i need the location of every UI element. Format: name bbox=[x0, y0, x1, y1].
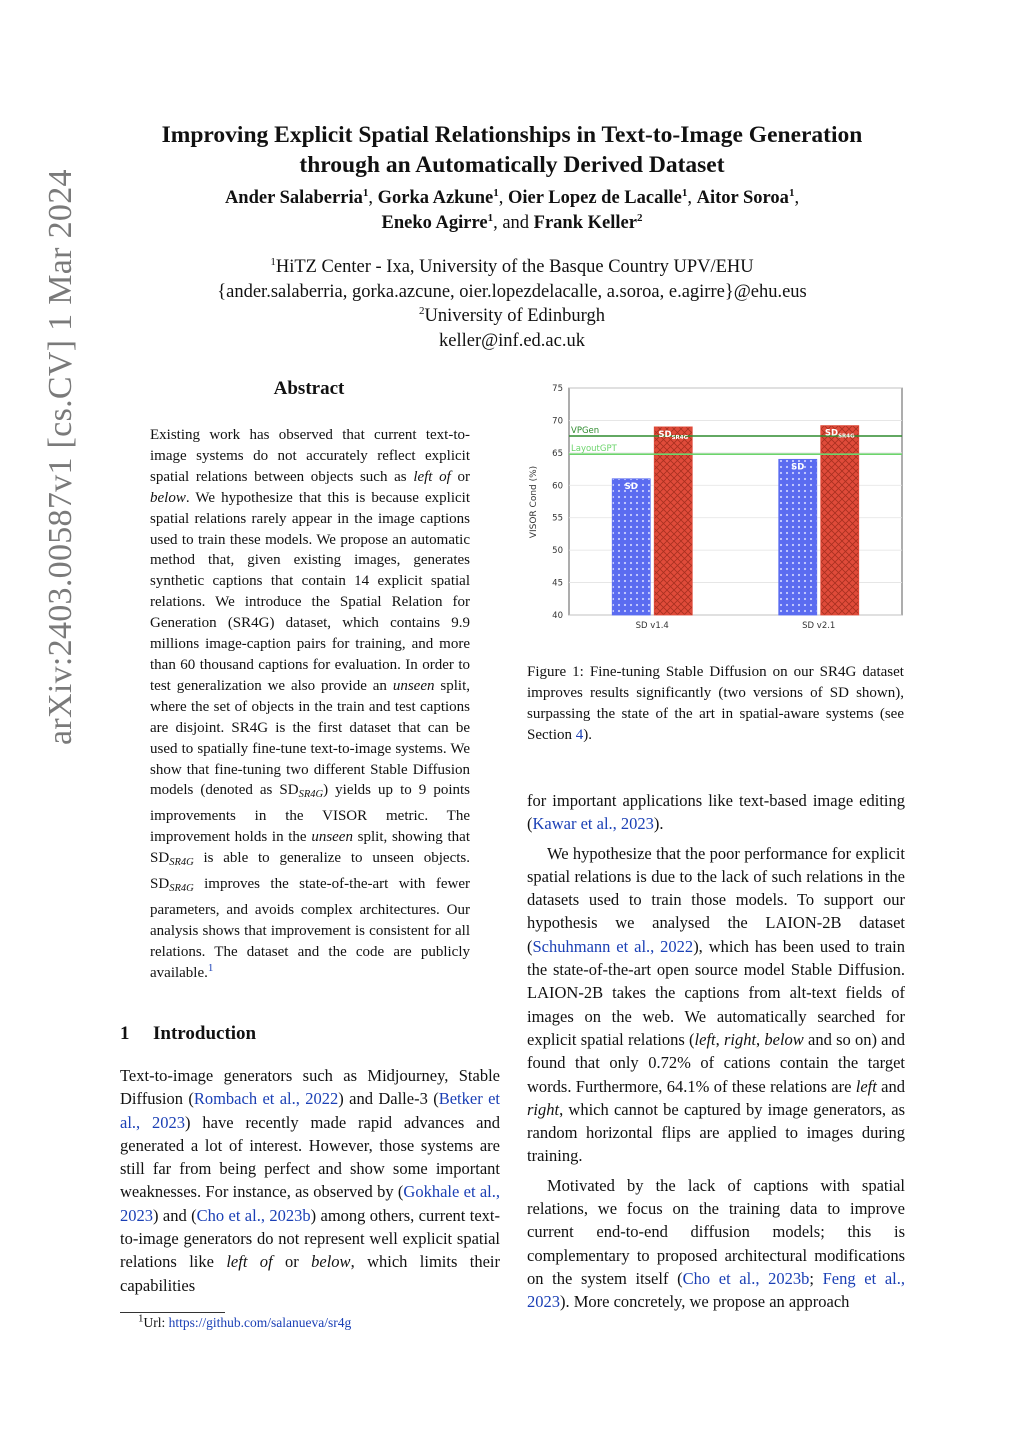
author-name: Frank Keller bbox=[533, 213, 637, 233]
bar-sd-0 bbox=[612, 479, 650, 615]
paragraph: for important applications like text-based image editing (Kawar et al., 2023). bbox=[527, 791, 905, 834]
bar-label-text: SD bbox=[658, 429, 672, 440]
author-name: Aitor Soroa bbox=[696, 188, 789, 208]
bar-label-subscript: SR4G bbox=[838, 433, 855, 440]
citation-link[interactable]: Betker et al., 2023 bbox=[120, 1089, 500, 1132]
citation-link[interactable]: Rombach et al., 2022 bbox=[193, 1089, 339, 1109]
figure-1-caption: Figure 1: Fine-tuning Stable Diffusion on our SR4G dataset improves results significantly (two versions of SD shown), surpassing the state of the art in spatial-aware systems (see Section 4). bbox=[527, 664, 904, 743]
y-tick-label: 70 bbox=[552, 416, 563, 427]
paragraph: We hypothesize that the poor performance for explicit spatial relations is due to the lack of such relations in the datasets used to train those models. To support our hypothesis we analysed the LAION-2B dataset (Schuhmann et al., 2022), which has been used to train the state-of-the-art open source model Stable Diffusion. LAION-2B takes the captions from alt-text fields of images on the web. We automatically searched for explicit spatial relations (left, right, below and so on) and found that only 0.72% of cations contain the target words. Furthermore, 64.1% of these relations are left and right, which cannot be captured by image generators, as random horizontal flips are applied to images during training. bbox=[527, 843, 906, 1166]
section-heading-introduction: 1 Introduction bbox=[120, 1023, 257, 1044]
bar-label bbox=[791, 462, 804, 472]
github-url-link[interactable]: https://github.com/salanueva/sr4g bbox=[168, 1315, 352, 1330]
affiliation-mark: 1 bbox=[681, 186, 688, 199]
reference-line-label: VPGen bbox=[571, 425, 600, 436]
affiliation-1: HiTZ Center - Ixa, University of the Basque Country UPV/EHU bbox=[275, 257, 754, 277]
affiliation-mark: 1 bbox=[493, 186, 499, 199]
affiliation-mark: 1 bbox=[270, 255, 276, 268]
right-column-body bbox=[527, 789, 905, 1314]
x-tick-label: SD v1.4 bbox=[635, 621, 669, 631]
citation-link[interactable]: Feng et al., 2023 bbox=[527, 1268, 905, 1312]
affiliation-mark: 2 bbox=[636, 211, 643, 224]
title-line-1: Improving Explicit Spatial Relationships in Text-to-Image Generation bbox=[161, 122, 863, 148]
author-name: Eneko Agirre bbox=[381, 213, 488, 233]
y-tick-label: 75 bbox=[552, 384, 563, 394]
author-name: Ander Salaberria bbox=[224, 188, 363, 208]
citation-link[interactable]: Kawar et al., 2023 bbox=[532, 814, 654, 834]
footnote: $^1$Url: https://github.com/salanueva/sr4g bbox=[138, 1312, 352, 1330]
footnote-link[interactable]: 1 bbox=[207, 961, 214, 974]
affiliation-mark: 1 bbox=[788, 186, 795, 199]
bar-label-text: SD bbox=[624, 481, 638, 492]
author-list bbox=[100, 186, 924, 236]
y-tick-label: 45 bbox=[552, 578, 563, 589]
separator: , and bbox=[493, 213, 534, 233]
reference-line-label: LayoutGPT bbox=[571, 444, 617, 455]
citation-link[interactable]: Gokhale et al., 2023 bbox=[120, 1182, 500, 1225]
title-line-2: through an Automatically Derived Dataset bbox=[299, 152, 725, 178]
affiliation-mark: 2 bbox=[418, 304, 425, 317]
affiliation-mark: 1 bbox=[487, 211, 494, 224]
author-name: Oier Lopez de Lacalle bbox=[508, 188, 682, 208]
citation-link[interactable]: Schuhmann et al., 2022 bbox=[532, 936, 694, 956]
bar-label-text: SD bbox=[791, 462, 805, 473]
footnote-rule bbox=[120, 1312, 225, 1313]
bar-sd-sr4g-0 bbox=[654, 427, 692, 615]
paragraph: Motivated by the lack of captions with spatial relations, we focus on the training data to improve current end-to-end diffusion models; this is complementary to proposed architectural modifications on the system itself (Cho et al., 2023b; Feng et al., 2023). More concretely, we propose an approach bbox=[527, 1175, 905, 1312]
affiliations bbox=[100, 255, 924, 353]
separator: , bbox=[687, 188, 697, 208]
y-tick-label: 60 bbox=[552, 481, 563, 492]
separator: , bbox=[794, 188, 800, 208]
citation-link[interactable]: Cho et al., 2023b bbox=[682, 1268, 810, 1288]
email-list-1: {ander.salaberria, gorka.azcune, oier.lopezdelacalle, a.soroa, e.agirre}@ehu.eus bbox=[217, 281, 807, 302]
y-tick-label: 65 bbox=[552, 448, 563, 459]
y-tick-label: 40 bbox=[552, 611, 563, 621]
bar-label bbox=[625, 482, 638, 492]
email-2: keller@inf.ed.ac.uk bbox=[439, 330, 585, 351]
x-tick-label: SD v2.1 bbox=[802, 621, 836, 631]
bar-label-subscript: SR4G bbox=[671, 434, 689, 441]
paper-title bbox=[100, 120, 924, 180]
y-tick-label: 50 bbox=[552, 546, 563, 557]
affiliation-2: University of Edinburgh bbox=[424, 306, 606, 326]
bar-label-text: SD bbox=[824, 428, 839, 439]
author-name: Gorka Azkune bbox=[377, 188, 494, 208]
section-ref-link[interactable]: 4 bbox=[575, 727, 584, 743]
separator: , bbox=[368, 188, 378, 208]
citation-link[interactable]: Cho et al., 2023b bbox=[196, 1205, 311, 1225]
abstract-body: Existing work has observed that current text-to-image systems do not accurately reflect explicit spatial relations between objects such as left of or below. We hypothesize that this is because explicit spatial relations rarely appear in the image captions used to train these models. We propose an automatic method that, given existing images, generates synthetic captions that contain 14 explicit spatial relations. We introduce the Spatial Relation for Generation (SR4G) dataset, which contains 9.9 millions image-caption pairs for training, and more than 60 thousand captions for evaluation. In order to test generalization we also provide an unseen split, where the set of objects in the train and test captions are disjoint. SR4G is the first dataset that can be used to spatially fine-tune text-to-image systems. We show that fine-tuning two different Stable Diffusion models (denoted as $SD_{SR4G}$) yields up to 9 points improvements in the VISOR metric. The improvement holds in the unseen split, showing that $SD_{SR4G}$ is able to generalize to unseen objects. $SD_{SR4G}$ improves the state-of-the-art with fewer parameters, and avoids complex architectures. Our analysis shows that improvement is consistent for all relations. The dataset and the code are publicly available.$^1$ bbox=[150, 427, 471, 981]
introduction-body: Text-to-image generators such as Midjourney, Stable Diffusion (Rombach et al., 2022) and Dalle-3 (Betker et al., 2023) have recently made rapid advances and generated a lot of interest. However, those systems are still far from being perfect and show some important weaknesses. For instance, as observed by (Gokhale et al., 2023) and (Cho et al., 2023b) among others, current text-to-image generators do not represent well explicit spatial relations like left of or below, which limits their capabilities bbox=[120, 1066, 500, 1295]
abstract-heading: Abstract bbox=[273, 378, 345, 399]
affiliation-mark: 1 bbox=[362, 186, 369, 199]
separator: , bbox=[498, 188, 508, 208]
bar-sd-1 bbox=[779, 459, 817, 615]
y-tick-label: 55 bbox=[552, 513, 563, 524]
y-axis-label: VISOR Cond (%) bbox=[529, 465, 539, 539]
figure-1-chart bbox=[520, 380, 912, 645]
arxiv-identifier: arXiv:2403.00587v1 [cs.CV] 1 Mar 2024 bbox=[42, 169, 79, 745]
